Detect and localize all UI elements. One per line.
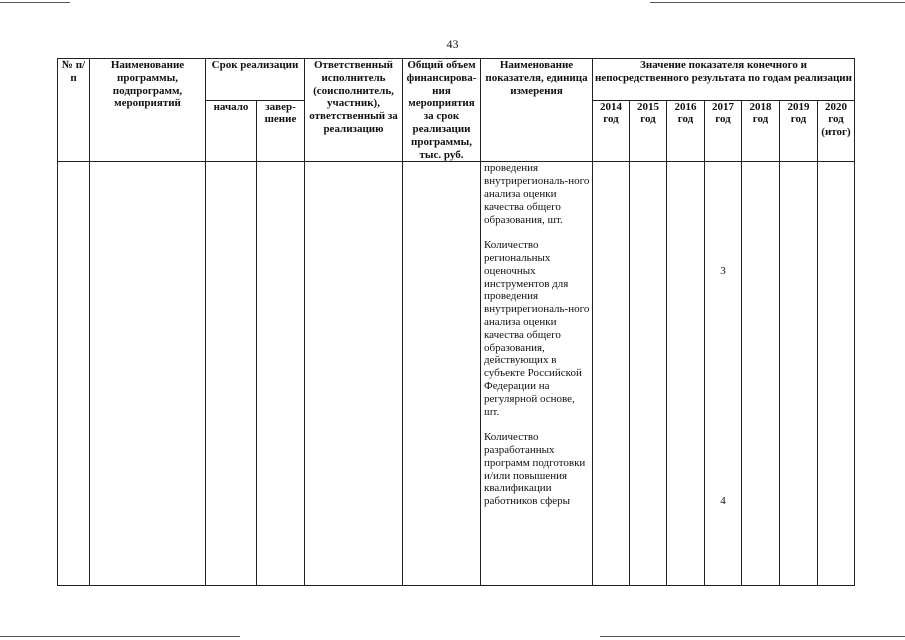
indicator-text-2: Количество региональных оценочных инструментов для проведения внутрирегиональ-ного анализа оценки качества общего образования, действующих в субъекте Российской Федерации на регулярной основе, шт. (484, 239, 590, 418)
cell-term-end (257, 162, 305, 586)
header-year-2015: 2015 год (630, 100, 667, 162)
cell-executor (305, 162, 403, 586)
cell-value-2020 (818, 162, 855, 586)
cell-value-2019 (780, 162, 818, 586)
header-term-start: начало (206, 100, 257, 162)
header-year-2014: 2014 год (593, 100, 630, 162)
bottom-edge-line (600, 636, 905, 637)
header-year-2020: 2020 год (итог) (818, 100, 855, 162)
header-financing: Общий объем финансирова-ния мероприятия за срок реализации программы, тыс. руб. (403, 59, 481, 162)
cell-value-2014 (593, 162, 630, 586)
header-year-2018: 2018 год (742, 100, 780, 162)
bottom-edge-line (0, 636, 240, 637)
top-edge-line (0, 2, 70, 3)
header-term-end: завер-шение (257, 100, 305, 162)
top-edge-line (650, 2, 905, 3)
cell-indicators (481, 162, 593, 586)
cell-num (58, 162, 90, 586)
header-indicator: Наименование показателя, единица измерения (481, 59, 593, 162)
cell-value-2015 (630, 162, 667, 586)
cell-value-2017 (705, 162, 742, 586)
cell-program (90, 162, 206, 586)
cell-value-2018 (742, 162, 780, 586)
header-year-2019: 2019 год (780, 100, 818, 162)
indicator-text-3: Количество разработанных программ подготовки и/или повышения квалификации работников сферы (484, 431, 586, 508)
indicator-text-1: проведения внутрирегиональ-ного анализа оценки качества общего образования, шт. (484, 162, 590, 226)
value-2017-indicator-2: 3 (720, 264, 726, 277)
cell-value-2016 (667, 162, 705, 586)
page-number: 43 (446, 37, 459, 51)
header-executor: Ответственный исполнитель (соисполнитель, участник), ответственный за реализацию (305, 59, 403, 162)
header-year-2017: 2017 год (705, 100, 742, 162)
value-2017-indicator-3: 4 (720, 495, 726, 508)
cell-term-start (206, 162, 257, 586)
header-num: № п/п (58, 59, 90, 162)
header-term: Срок реализации (206, 59, 305, 101)
header-values-group: Значение показателя конечного и непосредственного результата по годам реализации (593, 59, 855, 101)
header-row-top (58, 59, 855, 101)
header-year-2016: 2016 год (667, 100, 705, 162)
table-row (58, 162, 855, 586)
program-table (57, 58, 855, 586)
value-2017-slot-1 (707, 162, 739, 252)
cell-financing (403, 162, 481, 586)
header-program: Наименование программы, подпрограмм, мероприятий (90, 59, 206, 162)
